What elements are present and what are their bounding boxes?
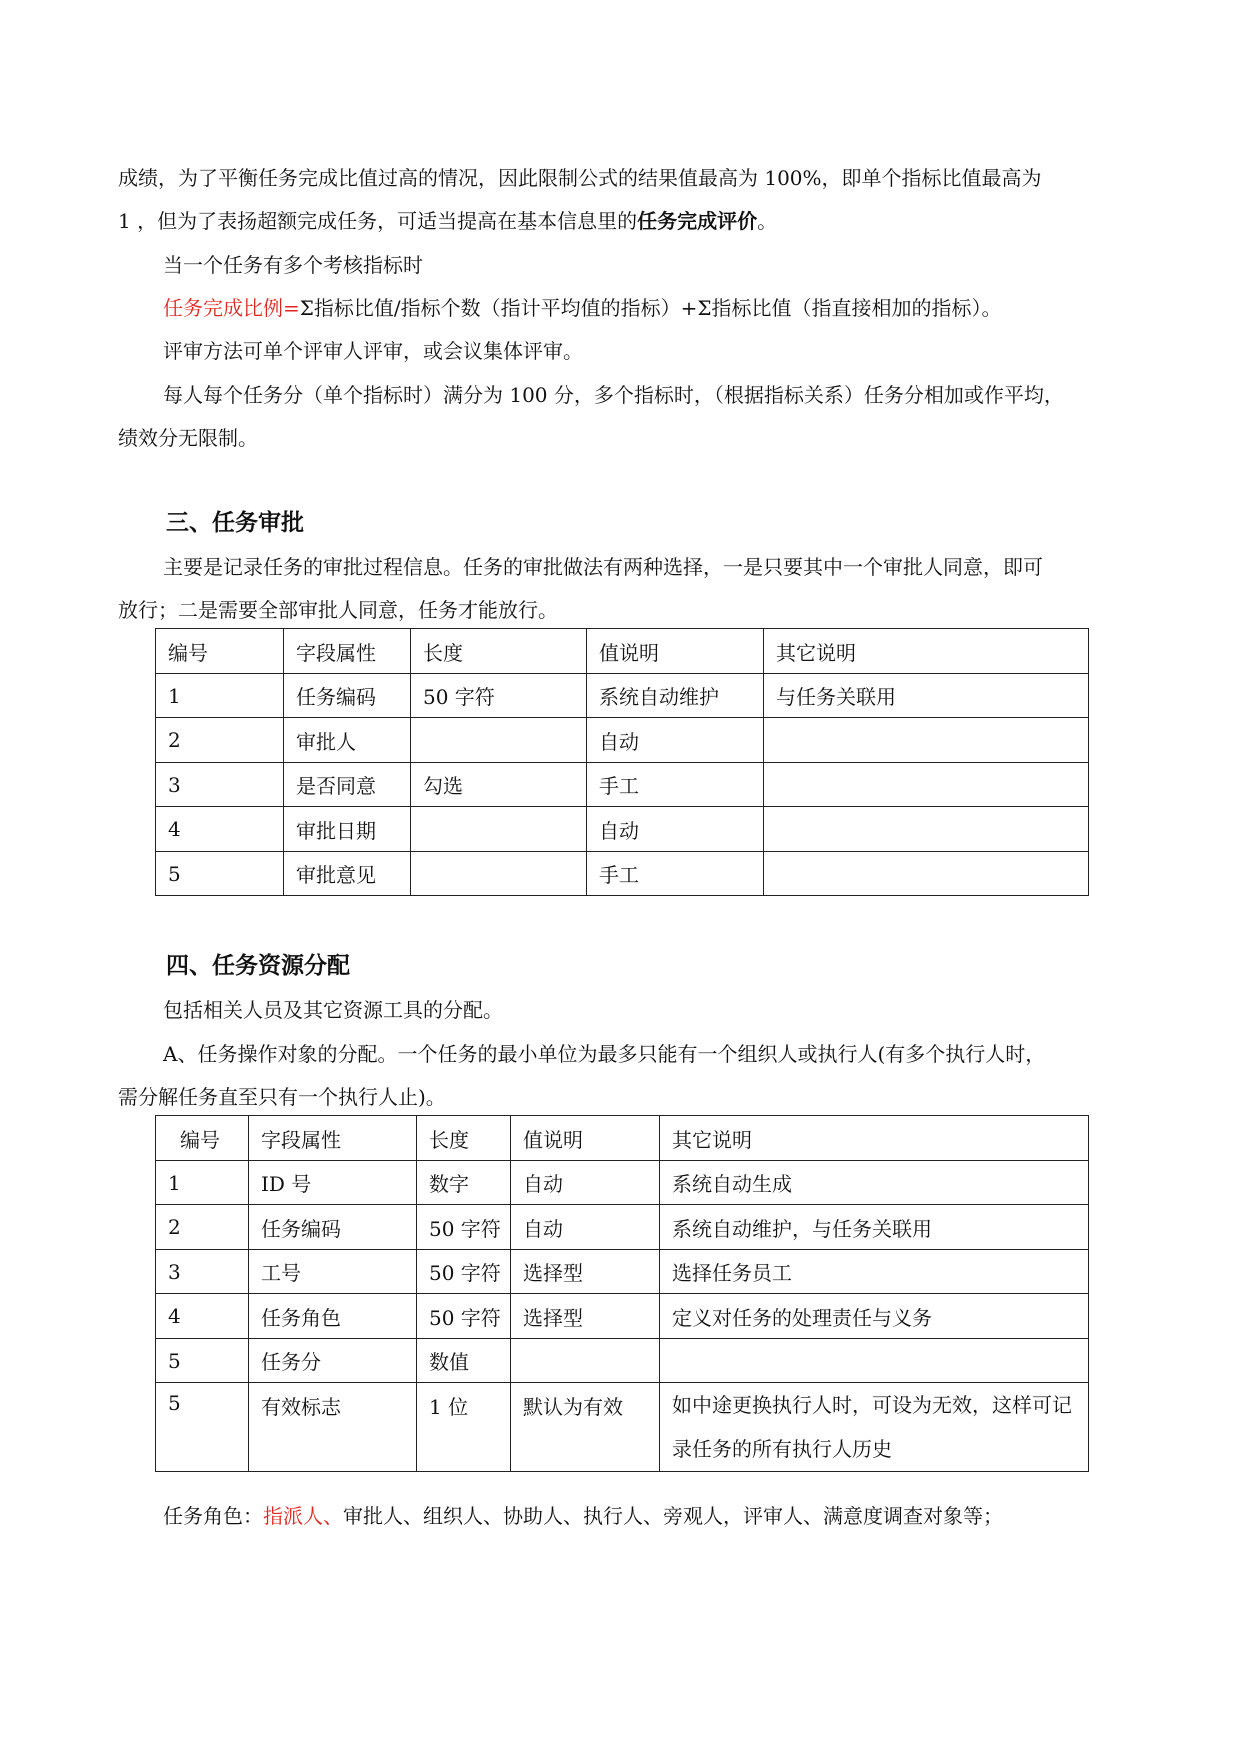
section-3-title: 三、任务审批: [166, 510, 304, 536]
table-cell: 系统自动维护: [587, 674, 764, 718]
table-cell: 如中途更换执行人时，可设为无效，这样可记录任务的所有执行人历史: [660, 1383, 1089, 1472]
table-cell: [660, 1339, 1089, 1383]
header-cell: 长度: [417, 1116, 511, 1161]
table-cell: 3: [156, 763, 284, 807]
task-roles-assigner: 指派人、: [263, 1504, 343, 1528]
table-cell: 50 字符: [411, 674, 587, 718]
table-cell: 2: [156, 1205, 249, 1250]
table-cell: 2: [156, 718, 284, 763]
formula-line: [163, 294, 1002, 322]
table-cell: 数字: [417, 1161, 511, 1205]
table-cell: 有效标志: [249, 1383, 417, 1472]
table-cell: 1: [156, 674, 284, 718]
table-cell: [764, 718, 1089, 763]
table-cell: 50 字符: [417, 1250, 511, 1294]
table-row: [156, 1250, 1089, 1294]
intro-line-2: [118, 207, 777, 235]
table-cell: 审批日期: [284, 807, 411, 852]
table-cell: 系统自动生成: [660, 1161, 1089, 1205]
table-cell: [511, 1339, 660, 1383]
table-cell: 1: [156, 1161, 249, 1205]
table-cell: 50 字符: [417, 1294, 511, 1339]
table-cell: 手工: [587, 852, 764, 896]
intro-line-1: 成绩，为了平衡任务完成比值过高的情况，因此限制公式的结果值最高为 100%，即单个指标比值最高为: [118, 166, 1042, 190]
task-completion-rating: 任务完成评价: [637, 209, 758, 233]
table-row: [156, 852, 1089, 896]
table-cell: 任务编码: [249, 1205, 417, 1250]
header-cell: 值说明: [511, 1116, 660, 1161]
table-cell: 自动: [511, 1205, 660, 1250]
intro-line-2-end: 。: [757, 209, 778, 233]
table-header-row: [156, 629, 1089, 674]
table-cell: 数值: [417, 1339, 511, 1383]
header-cell: 字段属性: [284, 629, 411, 674]
formula-label: 任务完成比例=: [163, 296, 300, 320]
section-3-desc-line-1: 主要是记录任务的审批过程信息。任务的审批做法有两种选择，一是只要其中一个审批人同意，即可: [163, 555, 1043, 579]
table-row: [156, 674, 1089, 718]
header-cell: 字段属性: [249, 1116, 417, 1161]
header-cell: 值说明: [587, 629, 764, 674]
section-4-title: 四、任务资源分配: [166, 953, 350, 979]
table-cell: 4: [156, 807, 284, 852]
table-cell: 自动: [587, 807, 764, 852]
table-row: [156, 718, 1089, 763]
table-cell: [764, 852, 1089, 896]
table-cell: 审批人: [284, 718, 411, 763]
section-4-desc: 包括相关人员及其它资源工具的分配。: [163, 998, 503, 1022]
table-row: [156, 807, 1089, 852]
section-4-a-line-1: A、任务操作对象的分配。一个任务的最小单位为最多只能有一个组织人或执行人(有多个执行人时，: [163, 1042, 1046, 1066]
table-cell: 5: [156, 1383, 249, 1472]
table-cell: 5: [156, 852, 284, 896]
table-cell: 与任务关联用: [764, 674, 1089, 718]
table-cell: 任务分: [249, 1339, 417, 1383]
header-cell: 其它说明: [764, 629, 1089, 674]
table-cell: 系统自动维护，与任务关联用: [660, 1205, 1089, 1250]
table-cell: 任务角色: [249, 1294, 417, 1339]
header-cell: 编号: [156, 629, 284, 674]
table-cell: [411, 807, 587, 852]
score-line-1: 每人每个任务分（单个指标时）满分为 100 分，多个指标时，（根据指标关系）任务分相加或作平均，: [163, 383, 1064, 407]
table-cell: 50 字符: [417, 1205, 511, 1250]
intro-line-2-start: 1 ，但为了表扬超额完成任务，可适当提高在基本信息里的: [118, 209, 638, 233]
task-roles-label: 任务角色：: [163, 1504, 263, 1528]
task-roles-line: [163, 1502, 1003, 1530]
table-header-row: [156, 1116, 1089, 1161]
table-cell: 3: [156, 1250, 249, 1294]
section-3-desc-line-2: 放行；二是需要全部审批人同意，任务才能放行。: [118, 598, 558, 622]
table-cell: 审批意见: [284, 852, 411, 896]
table-cell: ID 号: [249, 1161, 417, 1205]
multi-indicator-text: 当一个任务有多个考核指标时: [163, 253, 423, 277]
formula-body: Σ指标比值/指标个数（指计平均值的指标）+Σ指标比值（指直接相加的指标）。: [299, 296, 1002, 320]
score-line-2: 绩效分无限制。: [118, 426, 258, 450]
header-cell: 长度: [411, 629, 587, 674]
table-cell: 自动: [587, 718, 764, 763]
table-row: [156, 1205, 1089, 1250]
table-cell: 勾选: [411, 763, 587, 807]
task-roles-list: 审批人、组织人、协助人、执行人、旁观人，评审人、满意度调查对象等；: [343, 1504, 1003, 1528]
table-cell: 任务编码: [284, 674, 411, 718]
table-cell: 5: [156, 1339, 249, 1383]
table-row: [156, 1339, 1089, 1383]
table-cell: 4: [156, 1294, 249, 1339]
table-cell: 工号: [249, 1250, 417, 1294]
section-4-a-line-2: 需分解任务直至只有一个执行人止)。: [118, 1085, 446, 1109]
table-row: [156, 763, 1089, 807]
table-cell: 自动: [511, 1161, 660, 1205]
table-cell: [411, 718, 587, 763]
table-cell: 是否同意: [284, 763, 411, 807]
table-cell: [764, 763, 1089, 807]
table-row: [156, 1294, 1089, 1339]
table-cell: [411, 852, 587, 896]
table-cell: 手工: [587, 763, 764, 807]
resource-allocation-table: [155, 1115, 1089, 1472]
table-cell: 默认为有效: [511, 1383, 660, 1472]
table-cell: 1 位: [417, 1383, 511, 1472]
table-cell: 选择型: [511, 1250, 660, 1294]
table-cell: [764, 807, 1089, 852]
review-method-text: 评审方法可单个评审人评审，或会议集体评审。: [163, 339, 583, 363]
table-cell: 定义对任务的处理责任与义务: [660, 1294, 1089, 1339]
table-cell: 选择型: [511, 1294, 660, 1339]
approval-table: [155, 628, 1089, 896]
table-row: [156, 1383, 1089, 1472]
table-cell: 选择任务员工: [660, 1250, 1089, 1294]
table-row: [156, 1161, 1089, 1205]
header-cell: 编号: [156, 1116, 249, 1161]
header-cell: 其它说明: [660, 1116, 1089, 1161]
